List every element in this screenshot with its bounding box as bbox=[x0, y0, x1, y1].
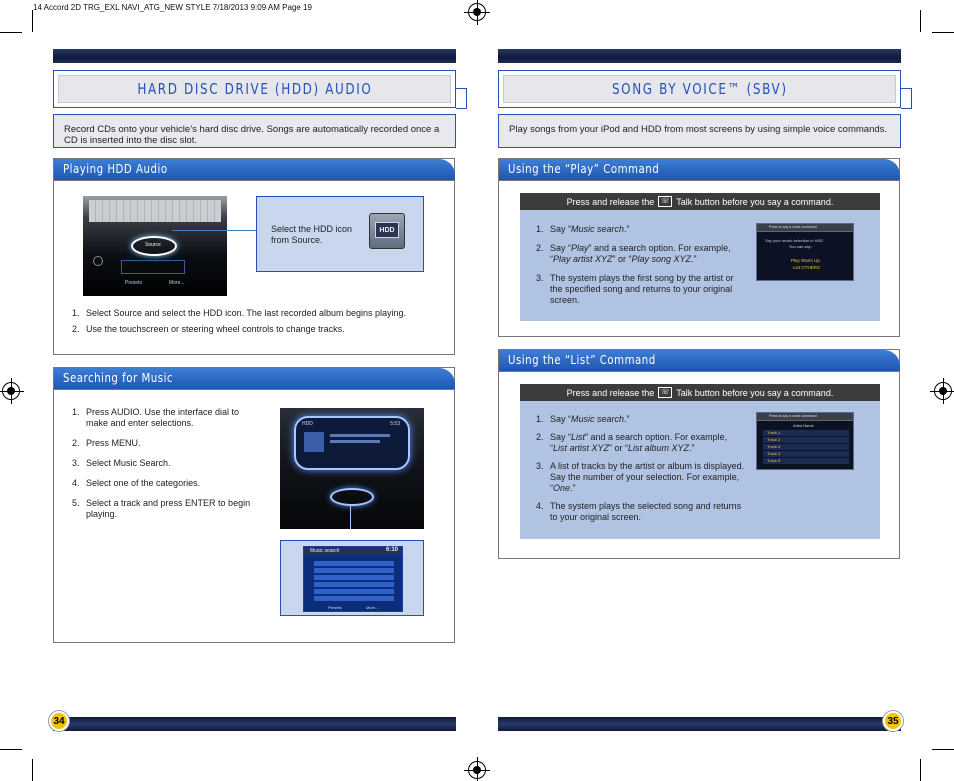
section-heading: Using the “Play” Command bbox=[508, 162, 660, 176]
footer-band bbox=[498, 717, 901, 731]
section-playing-hdd bbox=[53, 158, 455, 355]
searching-steps bbox=[72, 407, 262, 520]
title-bracket bbox=[901, 88, 912, 109]
text-line bbox=[330, 440, 380, 443]
source-screen-photo bbox=[83, 196, 227, 296]
screen-label: More... bbox=[169, 280, 185, 286]
knob-icon bbox=[93, 256, 103, 266]
menu-row bbox=[314, 596, 394, 601]
callout-line bbox=[172, 230, 256, 231]
menu-row bbox=[314, 575, 394, 580]
list-item: 3. Select Music Search. bbox=[72, 458, 171, 468]
map-area bbox=[89, 200, 221, 222]
callout-text: Select the HDD icon from Source. bbox=[271, 224, 353, 245]
list-item: 2. Say “List” and a search option. For example, “List artist XYZ” or “List album XYZ.” bbox=[536, 432, 728, 453]
intro-text: Play songs from your iPod and HDD from most screens by using simple voice commands. bbox=[509, 124, 888, 135]
talk-button-icon: ☏ bbox=[658, 387, 672, 398]
play-command-box bbox=[520, 193, 880, 321]
album-art bbox=[304, 432, 324, 452]
section-heading: Playing HDD Audio bbox=[63, 162, 168, 176]
list-item: 4. The system plays the selected song and returns to your original screen. bbox=[536, 501, 742, 522]
dial-highlight bbox=[330, 488, 374, 506]
list-item: 2. Press MENU. bbox=[72, 438, 141, 448]
list-item: 3. A list of tracks by the artist or album is displayed. Say the number of your selection. For example, “One.” bbox=[536, 461, 745, 493]
hdd-callout bbox=[256, 196, 424, 272]
printer-slug: 14 Accord 2D TRG_EXL NAVI_ATG_NEW STYLE 7/18/2013 9:09 AM Page 19 bbox=[33, 3, 312, 12]
crop-mark bbox=[0, 32, 22, 33]
voice-screen-header: Press to say a voice command bbox=[757, 413, 853, 421]
track-row: Track 1 bbox=[763, 430, 849, 436]
section-tab bbox=[499, 350, 900, 371]
intro-text: Record CDs onto your vehicle’s hard disc drive. Songs are automatically recorded once a CD is inserted into the disc slot. bbox=[64, 124, 440, 146]
intro-box bbox=[498, 114, 901, 148]
intro-box bbox=[53, 114, 456, 148]
crop-mark bbox=[32, 10, 33, 32]
footer-band bbox=[53, 717, 456, 731]
talk-instruction-bar: Press and release the ☏ Talk button before you say a command. bbox=[520, 193, 880, 210]
playing-steps bbox=[72, 308, 447, 335]
voice-screen-header: Press to say a voice command bbox=[757, 224, 853, 232]
track-row: Track 5 bbox=[763, 458, 849, 464]
section-list-command bbox=[498, 349, 900, 559]
list-steps bbox=[536, 414, 746, 523]
header-band bbox=[53, 49, 456, 63]
screen-time: 5:53 bbox=[390, 421, 400, 427]
screen-label: Source bbox=[145, 242, 161, 248]
section-searching-music bbox=[53, 367, 455, 643]
list-item: 4. Select one of the categories. bbox=[72, 478, 201, 488]
section-play-command bbox=[498, 158, 900, 337]
voice-screen-play: Press to say a voice command Say your music selection in HDD You can say: Play Warm Up List OTHERS bbox=[756, 223, 854, 281]
dashboard-screen-photo bbox=[280, 408, 424, 529]
page-number: 35 bbox=[883, 711, 903, 731]
section-tab bbox=[499, 159, 900, 180]
page-title-frame bbox=[498, 70, 901, 108]
menu-row bbox=[314, 561, 394, 566]
section-heading: Using the “List” Command bbox=[508, 353, 656, 367]
talk-instruction-bar: Press and release the ☏ Talk button before you say a command. bbox=[520, 384, 880, 401]
crop-mark bbox=[0, 749, 22, 750]
page-number: 34 bbox=[49, 711, 69, 731]
hdd-icon-label: HDD bbox=[375, 222, 399, 238]
list-item: 1. Press AUDIO. Use the interface dial to make and enter selections. bbox=[72, 407, 240, 428]
section-tab bbox=[54, 368, 455, 389]
track-list bbox=[763, 430, 849, 468]
registration-mark-icon bbox=[468, 761, 486, 779]
list-item: 2. Use the touchscreen or steering wheel controls to change tracks. bbox=[72, 324, 345, 334]
music-search-header: Music search 6:10 bbox=[304, 547, 402, 555]
crop-mark bbox=[32, 759, 33, 781]
screen-mode: HDD bbox=[302, 421, 313, 427]
play-steps bbox=[536, 224, 744, 306]
text-line bbox=[330, 434, 390, 437]
talk-button-icon: ☏ bbox=[658, 196, 672, 207]
menu-row bbox=[314, 582, 394, 587]
list-item: 5. Select a track and press ENTER to begin playing. bbox=[72, 498, 251, 519]
registration-mark-icon bbox=[934, 382, 952, 400]
page-title: SONG BY VOICE™ (SBV) bbox=[611, 80, 788, 98]
highlight-screen bbox=[294, 416, 410, 470]
header-band bbox=[498, 49, 901, 63]
screen-tiles bbox=[121, 260, 185, 274]
crop-mark bbox=[920, 759, 921, 781]
crop-mark bbox=[932, 32, 954, 33]
music-search-callout bbox=[280, 540, 424, 616]
list-item: 1. Say “Music search.” bbox=[536, 414, 630, 424]
track-row: Track 2 bbox=[763, 437, 849, 443]
registration-mark-icon bbox=[468, 3, 486, 21]
section-heading: Searching for Music bbox=[63, 371, 174, 385]
music-search-screen: Music search 6:10 Presets More... bbox=[303, 546, 403, 612]
track-row: Track 4 bbox=[763, 451, 849, 457]
page-title: HARD DISC DRIVE (HDD) AUDIO bbox=[136, 80, 373, 98]
screen-label: Presets bbox=[125, 280, 142, 286]
registration-mark-icon bbox=[2, 382, 20, 400]
page-title-frame bbox=[53, 70, 456, 108]
menu-row bbox=[314, 589, 394, 594]
list-item: 3. The system plays the first song by the artist or the specified song and returns to your original screen. bbox=[536, 273, 734, 305]
crop-mark bbox=[932, 749, 954, 750]
track-row: Track 3 bbox=[763, 444, 849, 450]
voice-screen-list: Press to say a voice command Artist Name Track 1 Track 2 Track 3 Track 4 Track 5 bbox=[756, 412, 854, 470]
title-bracket bbox=[456, 88, 467, 109]
list-item: 2. Say “Play” and a search option. For example, “Play artist XYZ” or “Play song XYZ.” bbox=[536, 243, 731, 264]
hdd-icon bbox=[369, 213, 405, 249]
section-tab bbox=[54, 159, 455, 180]
list-item: 1. Say “Music search.” bbox=[536, 224, 630, 234]
crop-mark bbox=[920, 10, 921, 32]
menu-row bbox=[314, 568, 394, 573]
callout-line bbox=[350, 506, 351, 529]
list-item: 1. Select Source and select the HDD icon. The last recorded album begins playing. bbox=[72, 308, 407, 318]
list-command-box bbox=[520, 384, 880, 539]
